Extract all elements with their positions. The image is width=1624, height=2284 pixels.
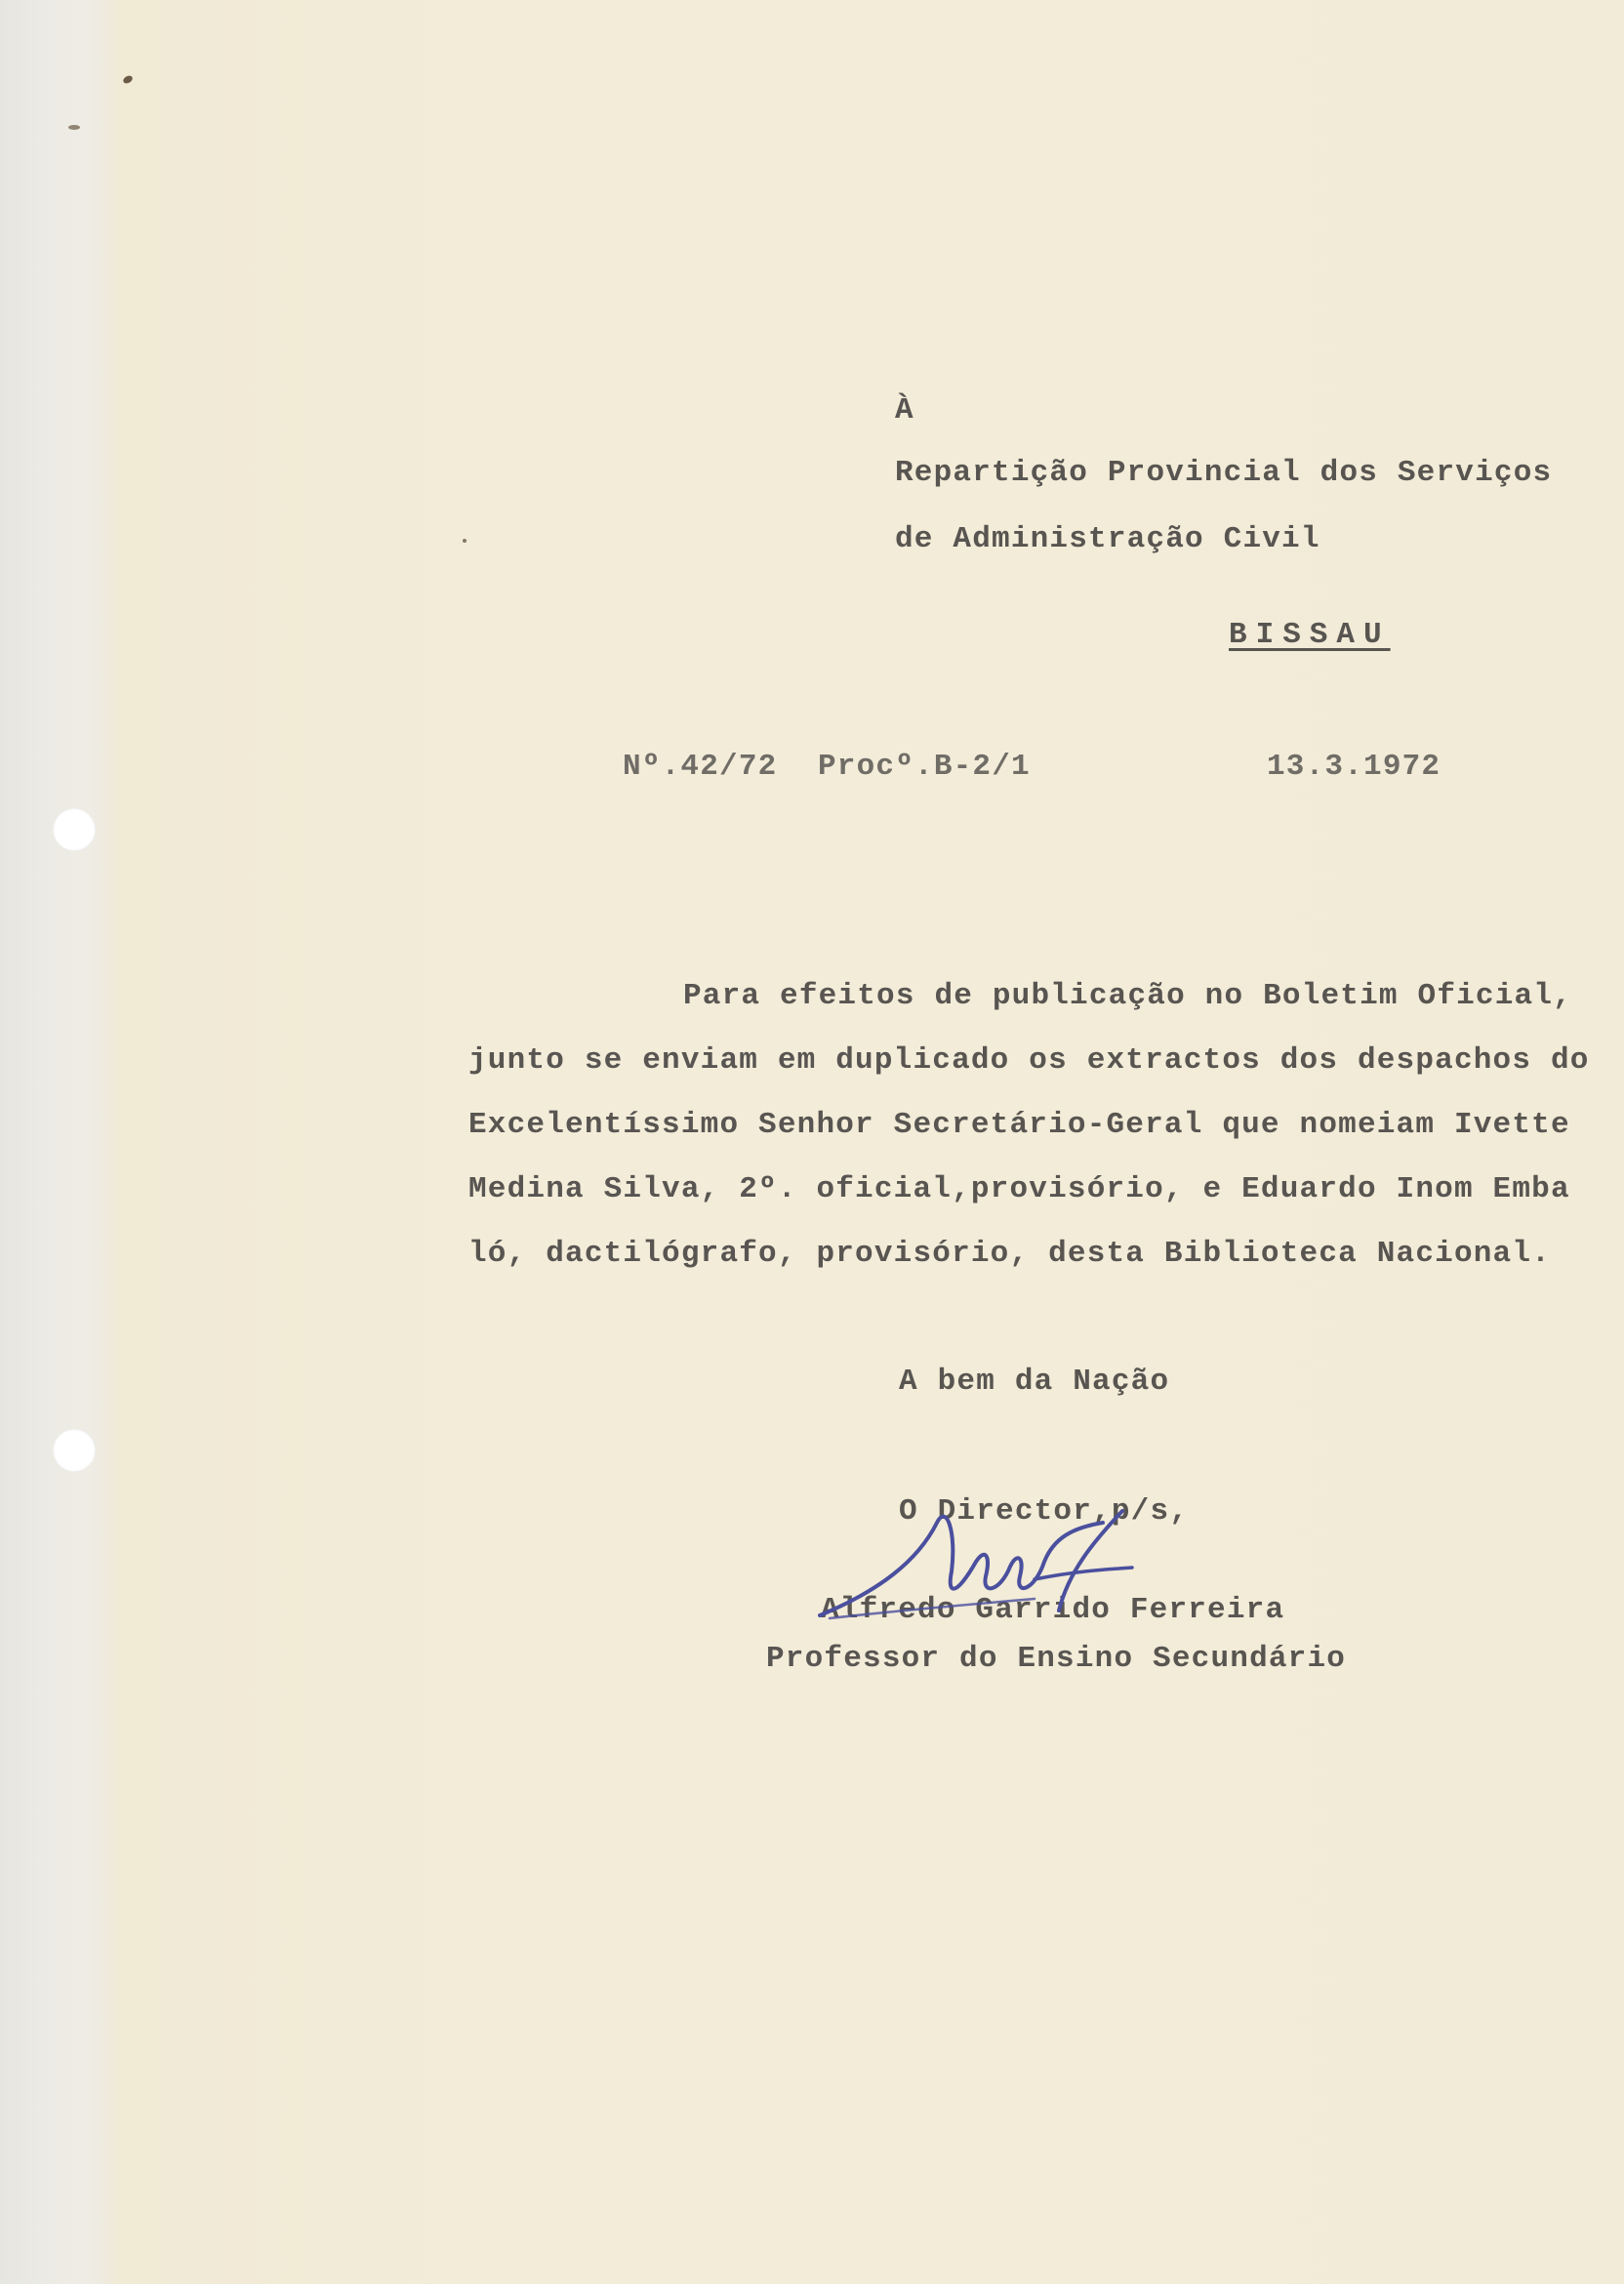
letter-date: 13.3.1972 — [1267, 750, 1441, 784]
body-line: Medina Silva, 2º. oficial,provisório, e Eduardo Inom Emba — [468, 1172, 1570, 1206]
closing-phrase: A bem da Nação — [899, 1365, 1170, 1399]
signatory-role: O Director,p/s, — [899, 1494, 1190, 1529]
punch-hole — [53, 1429, 96, 1472]
recipient-city: BISSAU — [1229, 618, 1391, 652]
reference-number: Nº.42/72 — [623, 750, 778, 784]
paper-speck — [463, 539, 467, 543]
body-line: junto se enviam em duplicado os extractos dos despachos do — [468, 1043, 1590, 1078]
paper-speck — [68, 125, 80, 130]
recipient-line-2: de Administração Civil — [895, 522, 1320, 556]
process-number: Procº.B-2/1 — [818, 750, 1031, 784]
paper-speck — [122, 74, 134, 85]
signatory-title: Professor do Ensino Secundário — [766, 1642, 1347, 1676]
signatory-name: Alfredo Garrido Ferreira — [821, 1593, 1285, 1627]
recipient-prefix: À — [895, 393, 914, 428]
paper-edge-band — [0, 0, 115, 2284]
body-line: Para efeitos de publicação no Boletim Oficial, — [683, 979, 1572, 1013]
recipient-line-1: Repartição Provincial dos Serviços — [895, 456, 1553, 490]
body-line: Excelentíssimo Senhor Secretário-Geral que nomeiam Ivette — [468, 1108, 1570, 1142]
punch-hole — [53, 808, 96, 851]
handwritten-signature — [810, 1503, 1220, 1630]
body-line: ló, dactilógrafo, provisório, desta Biblioteca Nacional. — [468, 1237, 1551, 1271]
